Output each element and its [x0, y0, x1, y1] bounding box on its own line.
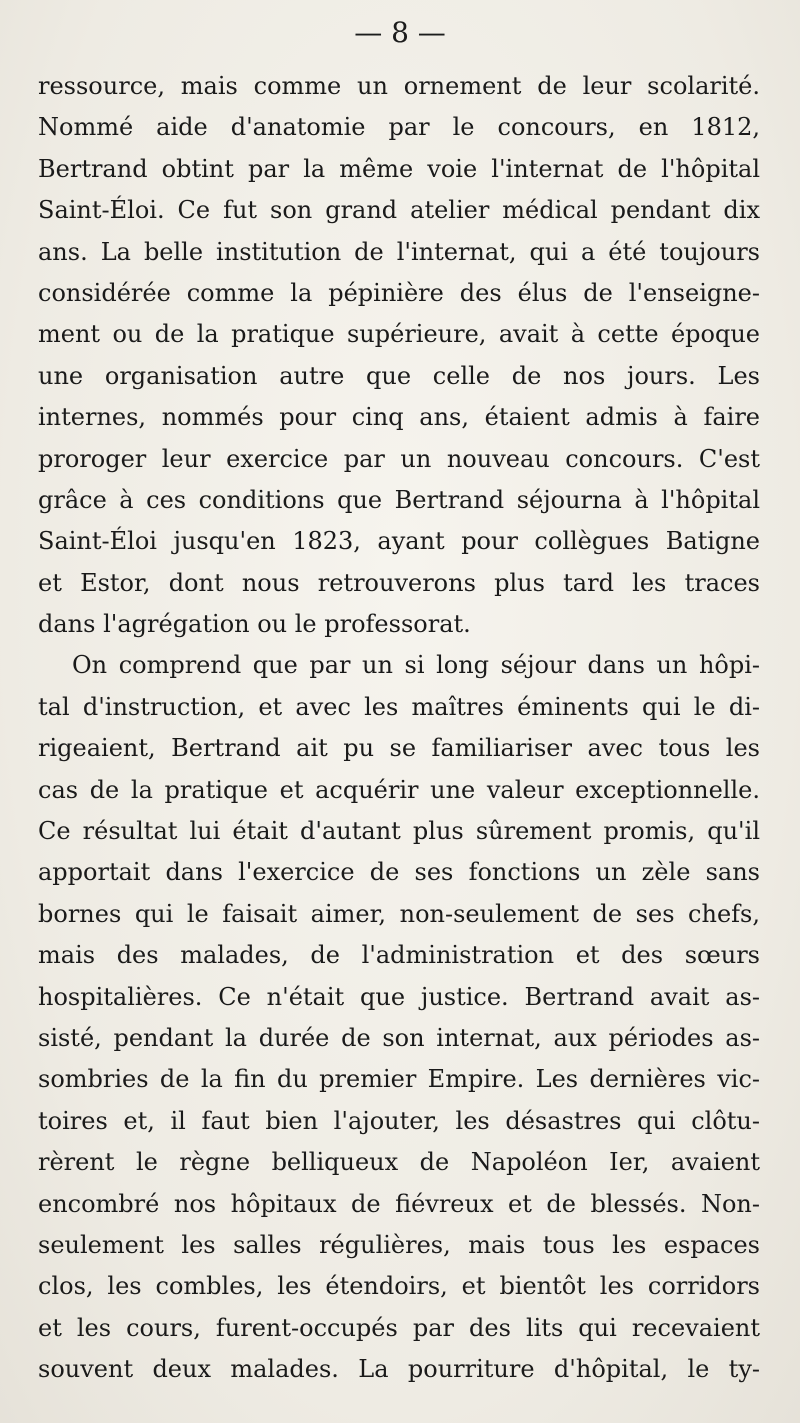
text-line: Bertrand obtint par la même voie l'internat de l'hôpital: [38, 154, 760, 183]
text-line: mais des malades, de l'administration et des sœurs: [38, 941, 760, 970]
text-line: et Estor, dont nous retrouverons plus tard les traces: [38, 568, 760, 597]
text-line: une organisation autre que celle de nos jours. Les: [38, 361, 760, 390]
text-line: tal d'instruction, et avec les maîtres éminents qui le di-: [38, 692, 760, 721]
paragraph-1: [38, 66, 760, 645]
text-line: rèrent le règne belliqueux de Napoléon Ier, avaient: [38, 1148, 760, 1177]
text-line: Saint-Éloi jusqu'en 1823, ayant pour collègues Batigne: [38, 527, 760, 556]
text-line: proroger leur exercice par un nouveau concours. C'est: [38, 444, 760, 473]
text-line: Nommé aide d'anatomie par le concours, en 1812,: [38, 113, 760, 142]
text-line: apportait dans l'exercice de ses fonctions un zèle sans: [38, 858, 760, 887]
body-text: [38, 66, 760, 1391]
text-line: rigeaient, Bertrand ait pu se familiariser avec tous les: [38, 734, 760, 763]
text-line: ment ou de la pratique supérieure, avait à cette époque: [38, 320, 760, 349]
text-line: sombries de la fin du premier Empire. Les dernières vic-: [38, 1065, 760, 1094]
text-line: Saint-Éloi. Ce fut son grand atelier médical pendant dix: [38, 196, 760, 225]
text-line: toires et, il faut bien l'ajouter, les désastres qui clôtu-: [38, 1106, 760, 1135]
text-line: On comprend que par un si long séjour dans un hôpi-: [72, 651, 760, 680]
text-line: hospitalières. Ce n'était que justice. Bertrand avait as-: [38, 982, 760, 1011]
text-line: et les cours, furent-occupés par des lits qui recevaient: [38, 1313, 760, 1342]
text-line: bornes qui le faisait aimer, non-seulement de ses chefs,: [38, 899, 760, 928]
text-line: seulement les salles régulières, mais tous les espaces: [38, 1230, 760, 1259]
text-line: ans. La belle institution de l'internat, qui a été toujours: [38, 237, 760, 266]
text-line: cas de la pratique et acquérir une valeur exceptionnelle.: [38, 775, 760, 804]
text-line: considérée comme la pépinière des élus de l'enseigne-: [38, 278, 760, 307]
text-line: sisté, pendant la durée de son internat, aux périodes as-: [38, 1023, 760, 1052]
text-line: grâce à ces conditions que Bertrand séjourna à l'hôpital: [38, 485, 760, 514]
text-line: internes, nommés pour cinq ans, étaient admis à faire: [38, 403, 760, 432]
paragraph-2: [38, 645, 760, 1390]
text-line: ressource, mais comme un ornement de leur scolarité.: [38, 72, 760, 100]
text-line: clos, les combles, les étendoirs, et bientôt les corridors: [38, 1272, 760, 1301]
text-line: Ce résultat lui était d'autant plus sûrement promis, qu'il: [38, 817, 760, 846]
text-line: dans l'agrégation ou le professorat.: [38, 610, 471, 639]
page-number: — 8 —: [354, 16, 446, 49]
text-line: encombré nos hôpitaux de fiévreux et de blessés. Non-: [38, 1189, 760, 1218]
text-line: souvent deux malades. La pourriture d'hôpital, le ty-: [38, 1355, 760, 1384]
